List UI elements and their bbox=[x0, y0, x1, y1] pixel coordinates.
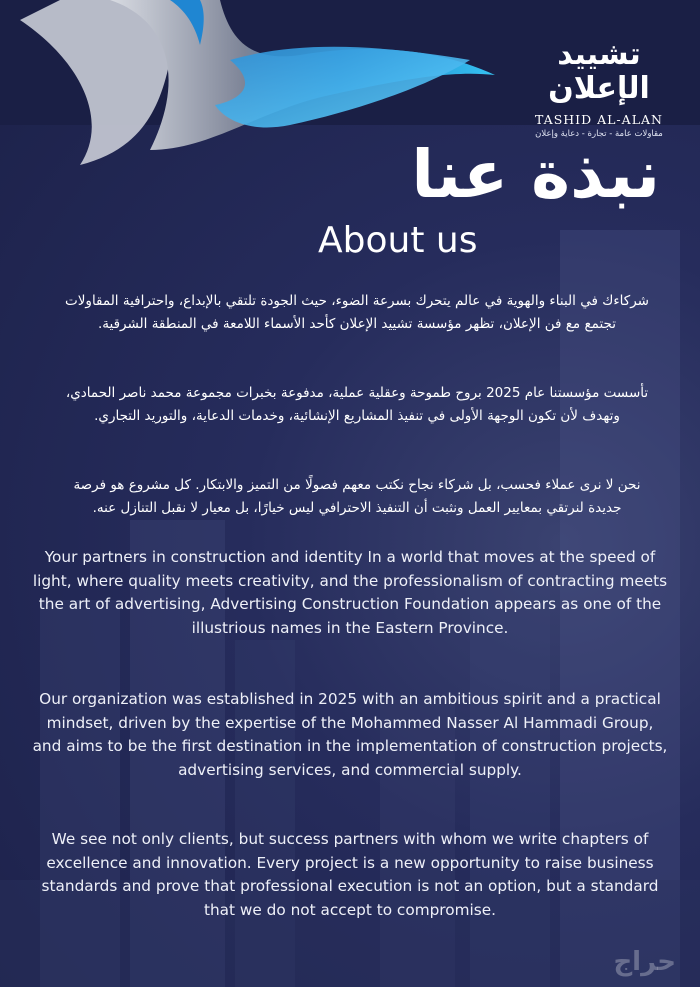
page-title-arabic: نبذة عنا bbox=[411, 136, 660, 213]
company-logo bbox=[524, 38, 674, 139]
logo-arabic: تشييد الإعلان bbox=[548, 37, 650, 106]
english-paragraph-3: We see not only clients, but success partners with whom we write chapters of excellence and innovation. Every project is a new opportunity to raise business standards and prove that professional execution is not an option, but a standard that we do not accept to compromise. bbox=[41, 830, 659, 919]
page-title-english: About us bbox=[318, 220, 478, 261]
haraj-watermark: حراج bbox=[613, 947, 676, 977]
logo-tagline: مقاولات عامة - تجارة - دعاية وإعلان bbox=[535, 129, 663, 139]
arabic-paragraph-1: شركاءك في البناء والهوية في عالم يتحرك بسرعة الضوء، حيث الجودة تلتقي بالإبداع، واحترافية المقاولات تجتمع مع فن الإعلان، تظهر مؤسسة تشييد الإعلان كأحد الأسماء اللامعة في المنطقة الشرقية. bbox=[65, 293, 649, 332]
english-paragraph-2: Our organization was established in 2025 with an ambitious spirit and a practical mindset, driven by the expertise of the Mohammed Nasser Al Hammadi Group, and aims to be the first destination in the implementation of construction projects, advertising services, and commercial supply. bbox=[32, 690, 668, 779]
arabic-paragraph-3: نحن لا نرى عملاء فحسب، بل شركاء نجاح نكتب معهم فصولًا من التميز والابتكار. كل مشروع هو فرصة جديدة لنرتقي بمعايير العمل ونثبت أن التنفيذ الاحترافي ليس خيارًا، بل معيار لا نقبل التنازل عنه. bbox=[73, 477, 641, 516]
arabic-paragraph-2: تأسست مؤسستنا عام 2025 بروح طموحة وعقلية عملية، مدفوعة بخبرات مجموعة محمد ناصر الحمادي، وتهدف لأن تكون الوجهة الأولى في تنفيذ المشاريع الإنشائية، وخدمات الدعاية، والتوريد التجاري. bbox=[65, 385, 649, 424]
english-paragraph-1: Your partners in construction and identity In a world that moves at the speed of light, where quality meets creativity, and the professionalism of contracting meets the art of advertising, Advertising Construction Foundation appears as one of the illustrious names in the Eastern Province. bbox=[32, 548, 668, 637]
logo-english: TASHID AL-ALAN bbox=[535, 112, 663, 127]
